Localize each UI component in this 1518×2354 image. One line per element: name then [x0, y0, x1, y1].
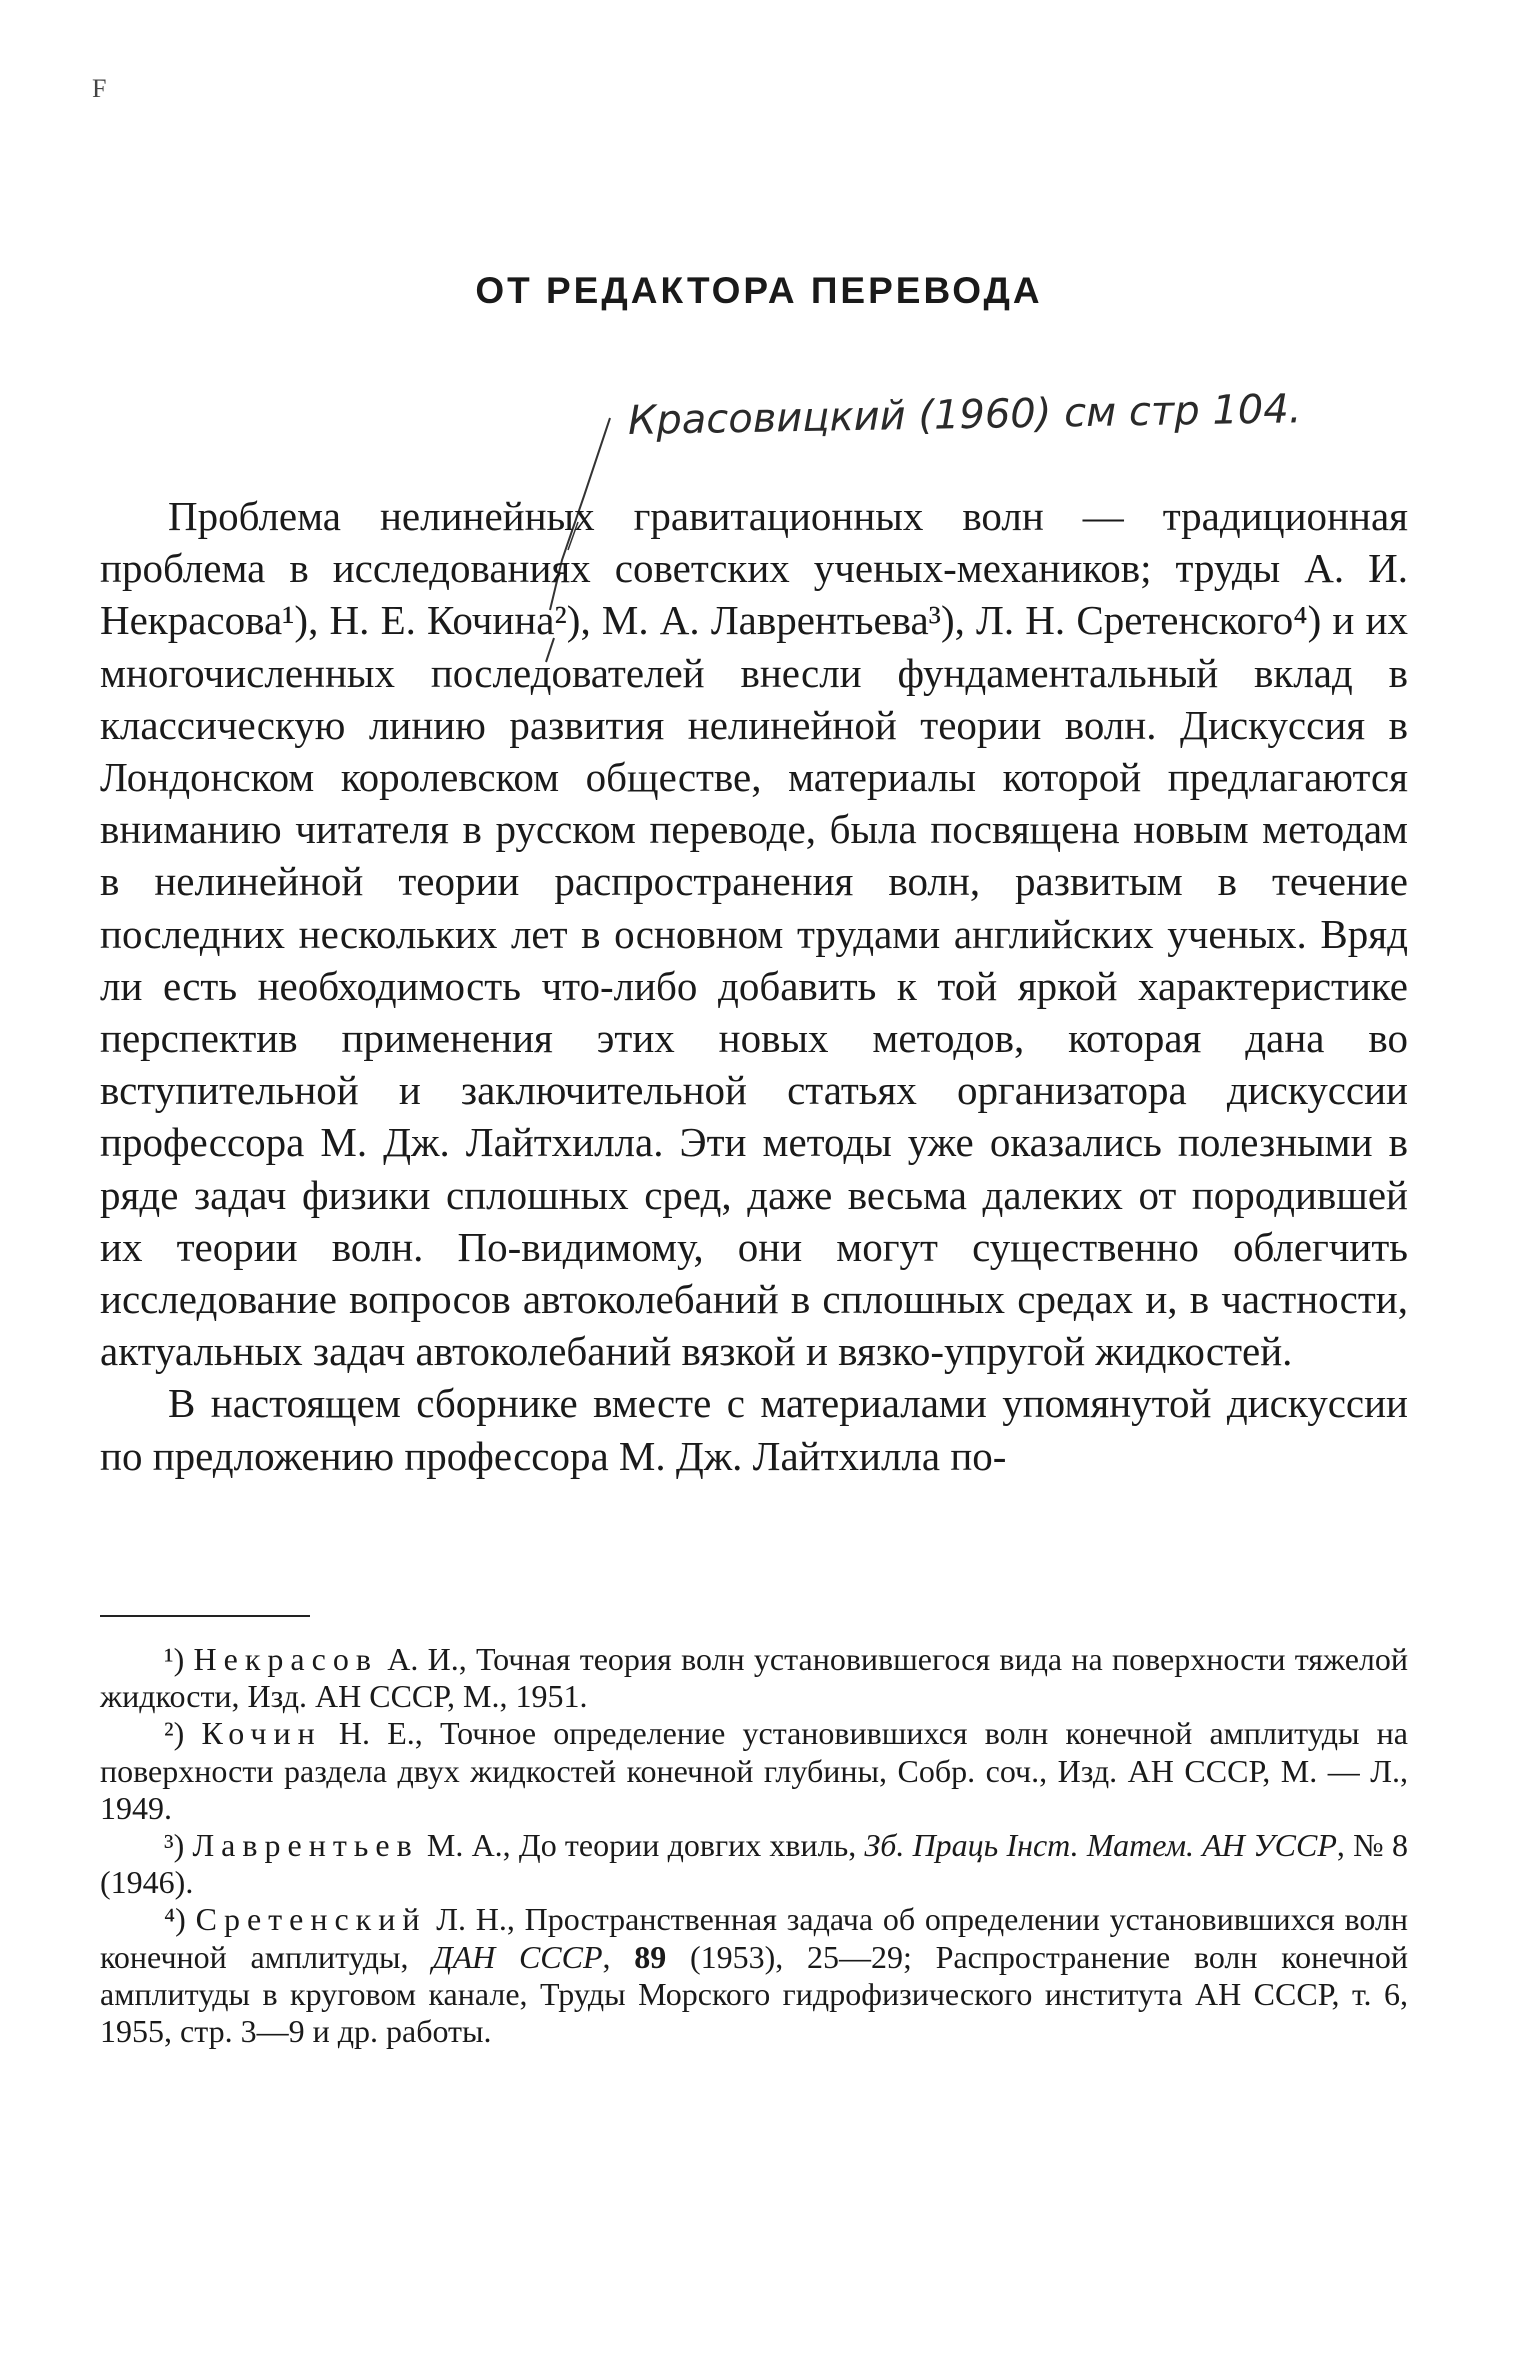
handwritten-note: Красовицкий (1960) см стр 104.	[627, 386, 1302, 444]
footnote-1	[100, 1641, 1408, 1715]
footnote-text: М. А., До теории довгих хвиль,	[418, 1827, 865, 1864]
footnote-mark: ¹)	[164, 1641, 185, 1677]
footnote-mark: ²)	[164, 1715, 185, 1752]
footnote-author: Кочин	[201, 1715, 322, 1752]
footnote-volume: 89	[634, 1938, 667, 1975]
footnote-text: Н. Е., Точное определение установившихся волн конечной амплитуды на поверхности раздела двух жидкостей конечной глубины, Собр. соч., Изд. АН СССР, М. — Л., 1949.	[100, 1715, 1409, 1826]
footnote-3	[100, 1827, 1408, 1901]
footnotes	[100, 1641, 1408, 2050]
footnote-tail: (1953), 25—29; Распространение волн конечной амплитуды в круговом канале, Труды Морского гидрофизического института АН СССР, т. 6, 1955, стр. 3—9 и др. работы.	[100, 1938, 1409, 2050]
paragraph-1: Проблема нелинейных гравитационных волн — традиционная проблема в исследованиях советских ученых-механиков; труды А. И. Некрасова¹), Н. Е. Кочина²), М. А. Лаврентьева³), Л. Н. Сретенского⁴) и их многочисленных последователей внесли фундаментальный вклад в классическую линию развития нелинейной теории волн. Дискуссия в Лондонском королевском обществе, материалы которой предлагаются вниманию читателя в русском переводе, была посвящена новым методам в нелинейной теории распространения волн, развитым в течение последних нескольких лет в основном трудами английских ученых. Вряд ли есть необходимость что-либо добавить к той яркой характеристике перспектив применения этих новых методов, которая дана во вступительной и заключительной статьях организатора дискуссии профессора М. Дж. Лайтхилла. Эти методы уже оказались полезными в ряде задач физики сплошных сред, даже весьма далеких от породившей их теории волн. По-видимому, они могут существенно облегчить исследование вопросов автоколебаний в сплошных средах и, в частности, актуальных задач автоколебаний вязкой и вязко-упругой жидкостей.	[100, 493, 1408, 1375]
footnote-4	[100, 1901, 1408, 2050]
footnote-tail: , № 8 (1946).	[100, 1827, 1409, 1901]
footnote-divider	[100, 1615, 310, 1617]
footnote-journal: Зб. Праць Інст. Матем. АН УССР	[864, 1827, 1337, 1864]
footnote-text: А. И., Точная теория волн установившегося вида на поверхности тяжелой жидкости, Изд. АН СССР, М., 1951.	[100, 1641, 1409, 1715]
footnote-text: Л. Н., Пространственная задача об определении установившихся волн конечной амплитуды,	[100, 1901, 1409, 1975]
corner-mark: F	[92, 74, 107, 103]
footnote-2	[100, 1715, 1408, 1827]
footnote-mark: ³)	[164, 1827, 185, 1864]
footnote-author: Лаврентьев	[192, 1827, 419, 1864]
page-title: ОТ РЕДАКТОРА ПЕРЕВОДА	[475, 270, 1043, 311]
footnote-mark: ⁴)	[164, 1901, 186, 1938]
footnote-author: Некрасов	[193, 1641, 378, 1677]
paragraph-2: В настоящем сборнике вместе с материалами упомянутой дискуссии по предложению профессора М. Дж. Лайтхилла по-	[100, 1380, 1408, 1479]
footnote-separator: ,	[602, 1938, 635, 1975]
main-text	[100, 490, 1408, 1482]
footnote-journal: ДАН СССР	[432, 1938, 603, 1975]
footnote-author: Сретенский	[195, 1901, 427, 1938]
